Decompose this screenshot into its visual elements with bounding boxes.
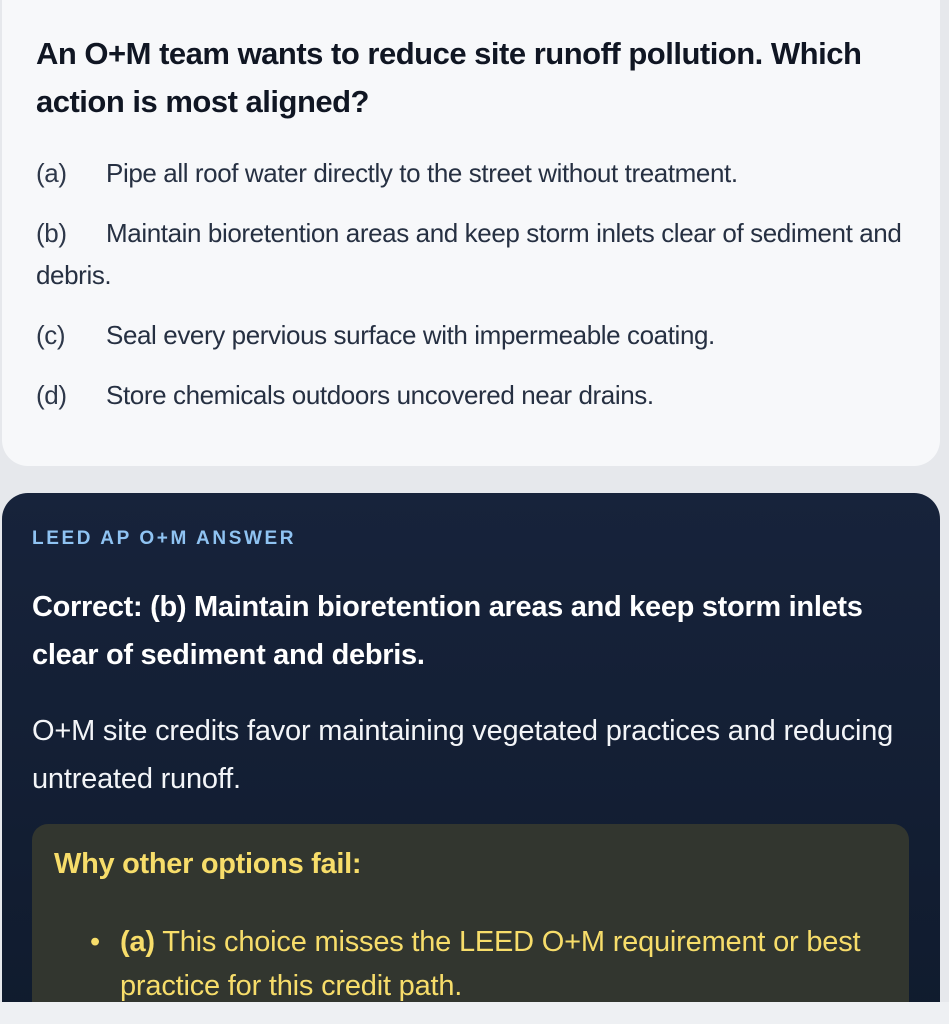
option-a[interactable]	[36, 152, 906, 194]
bottom-bar	[0, 1002, 949, 1024]
option-letter: (a)	[36, 158, 67, 188]
why-item-text: This choice misses the LEED O+M requirement or best practice for this credit path.	[120, 926, 861, 1002]
option-b[interactable]	[36, 212, 906, 296]
option-letter: (d)	[36, 380, 67, 410]
bullet-icon: •	[90, 926, 100, 958]
option-letter: (b)	[36, 218, 67, 248]
why-list	[54, 920, 887, 1008]
question-card	[2, 0, 940, 466]
why-title: Why other options fail:	[54, 848, 362, 880]
options-list	[36, 152, 906, 416]
why-other-options-box	[32, 824, 909, 1024]
answer-heading: LEED AP O+M ANSWER	[32, 528, 297, 549]
option-text: Maintain bioretention areas and keep storm inlets clear of sediment and debris.	[36, 218, 902, 290]
option-text: Seal every pervious surface with impermeable coating.	[106, 320, 715, 350]
why-item-letter: (a)	[120, 926, 155, 958]
correct-answer: Correct: (b) Maintain bioretention areas and keep storm inlets clear of sediment and debris.	[32, 591, 863, 671]
question-text: An O+M team wants to reduce site runoff pollution. Which action is most aligned?	[36, 36, 862, 119]
option-c[interactable]	[36, 314, 906, 356]
option-text: Store chemicals outdoors uncovered near drains.	[106, 380, 654, 410]
answer-card	[2, 493, 940, 1024]
answer-explanation: O+M site credits favor maintaining vegetated practices and reducing untreated runoff.	[32, 715, 894, 795]
why-item	[90, 920, 887, 1008]
option-text: Pipe all roof water directly to the street without treatment.	[106, 158, 738, 188]
option-letter: (c)	[36, 320, 66, 350]
option-d[interactable]	[36, 374, 906, 416]
